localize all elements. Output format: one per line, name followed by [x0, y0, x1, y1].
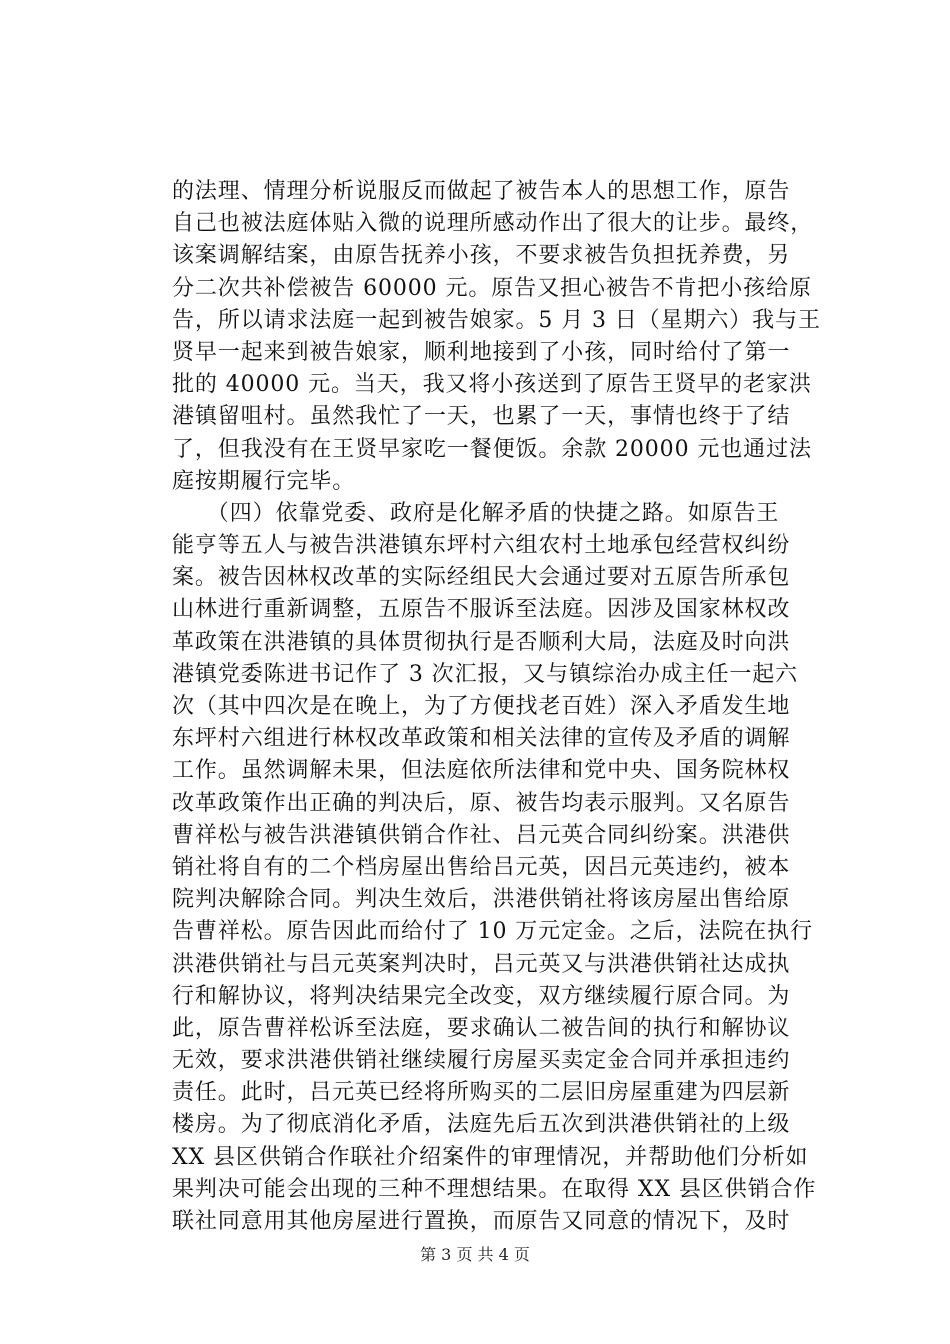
text-line: 的法理、情理分析说服反而做起了被告本人的思想工作，原告 [172, 179, 791, 204]
text-line: 港镇留咀村。虽然我忙了一天，也累了一天，事情也终于了结 [172, 404, 791, 430]
text-line: 行和解协议，将判决结果完全改变，双方继续履行原合同。为 [172, 983, 791, 1009]
text-line: 曹祥松与被告洪港镇供销合作社、吕元英合同纠纷案。洪港供 [172, 822, 791, 848]
text-line: 革政策在洪港镇的具体贯彻执行是否顺利大局，法庭及时向洪 [172, 629, 791, 655]
text-line: 联社同意用其他房屋进行置换，而原告又同意的情况下，及时 [172, 1209, 791, 1234]
text-line: 能亨等五人与被告洪港镇东坪村六组农村土地承包经营权纠纷 [172, 533, 791, 559]
text-line: 此，原告曹祥松诉至法庭，要求确认二被告间的执行和解协议 [172, 1015, 791, 1041]
page-number-label: 第 3 页 共 4 页 [420, 1245, 530, 1264]
section-heading-line: （四）依靠党委、政府是化解矛盾的快捷之路。如原告王 [172, 500, 780, 526]
text-line: 庭按期履行完毕。 [172, 468, 356, 494]
text-line: 告，所以请求法庭一起到被告娘家。5 月 3 日（星期六）我与王 [172, 307, 821, 333]
text-line: XX 县区供销合作联社介绍案件的审理情况，并帮助他们分析如 [172, 1144, 809, 1170]
text-line: 院判决解除合同。判决生效后，洪港供销社将该房屋出售给原 [172, 887, 791, 913]
text-line: 批的 40000 元。当天，我又将小孩送到了原告王贤早的老家洪 [172, 372, 812, 398]
text-line: 山林进行重新调整，五原告不服诉至法庭。因涉及国家林权改 [172, 597, 791, 623]
text-line: 案。被告因林权改革的实际经组民大会通过要对五原告所承包 [172, 565, 791, 591]
text-line: 东坪村六组进行林权改革政策和相关法律的宣传及矛盾的调解 [172, 726, 791, 752]
text-line: 分二次共补偿被告 60000 元。原告又担心被告不肯把小孩给原 [172, 275, 812, 301]
text-line: 洪港供销社与吕元英案判决时，吕元英又与洪港供销社达成执 [172, 951, 791, 977]
text-line: 了，但我没有在王贤早家吃一餐便饭。余款 20000 元也通过法 [172, 436, 812, 462]
text-line: 工作。虽然调解未果，但法庭依所法律和党中央、国务院林权 [172, 758, 791, 784]
text-line: 告曹祥松。原告因此而给付了 10 万元定金。之后，法院在执行 [172, 919, 813, 945]
text-line: 次（其中四次是在晚上，为了方便找老百姓）深入矛盾发生地 [172, 694, 791, 719]
text-line: 无效，要求洪港供销社继续履行房屋买卖定金合同并承担违约 [172, 1048, 791, 1074]
document-body [172, 176, 821, 1238]
text-line: 港镇党委陈进书记作了 3 次汇报，又与镇综治办成主任一起六 [172, 661, 799, 687]
text-line: 贤早一起来到被告娘家，顺利地接到了小孩，同时给付了第一 [172, 339, 791, 365]
text-line: 自己也被法庭体贴入微的说理所感动作出了很大的让步。最终， [172, 211, 814, 237]
text-line: 责任。此时，吕元英已经将所购买的二层旧房屋重建为四层新 [172, 1080, 791, 1106]
text-line: 销社将自有的二个档房屋出售给吕元英，因吕元英违约，被本 [172, 854, 791, 880]
text-line: 改革政策作出正确的判决后，原、被告均表示服判。又名原告 [172, 790, 791, 816]
page-footer [0, 1245, 950, 1265]
text-line: 该案调解结案，由原告抚养小孩，不要求被告负担抚养费，另 [172, 243, 791, 269]
text-line: 楼房。为了彻底消化矛盾，法庭先后五次到洪港供销社的上级 [172, 1112, 791, 1138]
text-line: 果判决可能会出现的三种不理想结果。在取得 XX 县区供销合作 [172, 1176, 817, 1202]
